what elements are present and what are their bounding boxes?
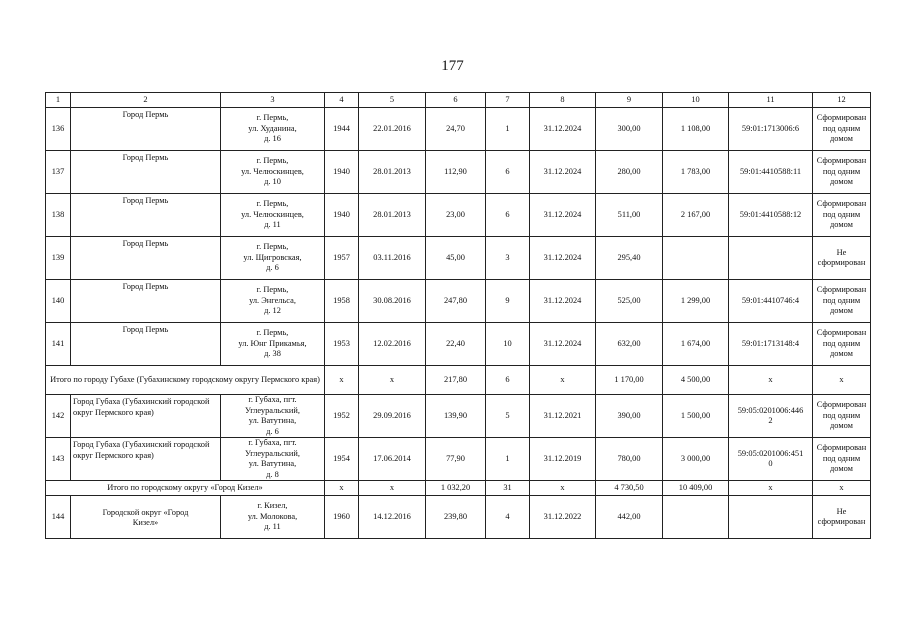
table-cell: 112,90 (426, 151, 486, 194)
column-header-9: 9 (596, 93, 663, 108)
table-cell: г. Пермь, ул. Челюскинцев, д. 11 (221, 194, 325, 237)
table-cell: 142 (46, 395, 71, 438)
column-header-1: 1 (46, 93, 71, 108)
table-cell: Сформирован под одним домом (813, 323, 871, 366)
table-cell: 1958 (325, 280, 359, 323)
page-number: 177 (441, 58, 464, 74)
table-cell: 3 000,00 (663, 438, 729, 481)
table-cell: Город Пермь (71, 194, 221, 237)
table-cell: 3 (486, 237, 530, 280)
table-cell: 59:01:4410588:11 (729, 151, 813, 194)
table-cell: 138 (46, 194, 71, 237)
column-header-8: 8 (530, 93, 596, 108)
table-row (46, 108, 871, 151)
table-cell: 31.12.2024 (530, 151, 596, 194)
table-cell: 1 032,20 (426, 481, 486, 496)
table-cell: 31.12.2024 (530, 194, 596, 237)
table-cell: 139,90 (426, 395, 486, 438)
table-cell: 4 500,00 (663, 366, 729, 395)
table-cell: x (729, 481, 813, 496)
table-cell: Городской округ «Город Кизел» (71, 496, 221, 539)
table-cell: 77,90 (426, 438, 486, 481)
table-cell: 29.09.2016 (359, 395, 426, 438)
table-cell: 31 (486, 481, 530, 496)
table-cell: 239,80 (426, 496, 486, 539)
table-row (46, 438, 871, 481)
table-cell: 780,00 (596, 438, 663, 481)
table-cell: 03.11.2016 (359, 237, 426, 280)
column-header-6: 6 (426, 93, 486, 108)
table-cell: Не сформирован (813, 496, 871, 539)
table-cell: 217,80 (426, 366, 486, 395)
table-row (46, 323, 871, 366)
table-cell: 137 (46, 151, 71, 194)
table-cell: 295,40 (596, 237, 663, 280)
column-header-11: 11 (729, 93, 813, 108)
column-header-10: 10 (663, 93, 729, 108)
total-row (46, 481, 871, 496)
table-cell: Сформирован под одним домом (813, 108, 871, 151)
table-cell: 511,00 (596, 194, 663, 237)
table-cell: 10 409,00 (663, 481, 729, 496)
table-cell (663, 496, 729, 539)
table-cell: 6 (486, 151, 530, 194)
table-cell: 1 674,00 (663, 323, 729, 366)
table-row (46, 395, 871, 438)
total-label: Итого по городскому округу «Город Кизел» (46, 481, 325, 496)
table-cell: г. Пермь, ул. Юнг Прикамья, д. 38 (221, 323, 325, 366)
table-cell: x (359, 481, 426, 496)
table-cell: 525,00 (596, 280, 663, 323)
column-header-3: 3 (221, 93, 325, 108)
table-cell: Сформирован под одним домом (813, 395, 871, 438)
column-header-2: 2 (71, 93, 221, 108)
table-cell: x (813, 481, 871, 496)
column-header-5: 5 (359, 93, 426, 108)
table-cell: 1940 (325, 194, 359, 237)
table-cell: 59:01:1713006:6 (729, 108, 813, 151)
table-cell: Сформирован под одним домом (813, 280, 871, 323)
table-cell: 30.08.2016 (359, 280, 426, 323)
table-cell: Город Губаха (Губахинский городской округ Пермского края) (71, 395, 221, 438)
table-cell: 1940 (325, 151, 359, 194)
table-cell: 31.12.2024 (530, 323, 596, 366)
table-cell: 31.12.2024 (530, 280, 596, 323)
table-cell: 390,00 (596, 395, 663, 438)
table-cell: 12.02.2016 (359, 323, 426, 366)
table-cell: x (813, 366, 871, 395)
total-label: Итого по городу Губахе (Губахинскому городскому округу Пермского края) (46, 366, 325, 395)
column-header-4: 4 (325, 93, 359, 108)
table-cell: x (359, 366, 426, 395)
table-cell: 5 (486, 395, 530, 438)
table-cell: Город Пермь (71, 237, 221, 280)
table-cell: г. Пермь, ул. Щигровская, д. 6 (221, 237, 325, 280)
table-cell: 23,00 (426, 194, 486, 237)
table-cell: 6 (486, 194, 530, 237)
table-cell: 442,00 (596, 496, 663, 539)
table-cell: 143 (46, 438, 71, 481)
table-cell: Сформирован под одним домом (813, 438, 871, 481)
column-header-7: 7 (486, 93, 530, 108)
table-cell: 59:01:1713148:4 (729, 323, 813, 366)
table-cell: Город Губаха (Губахинский городской округ Пермского края) (71, 438, 221, 481)
table-cell: Город Пермь (71, 323, 221, 366)
table-cell: 1953 (325, 323, 359, 366)
table-cell: 1 500,00 (663, 395, 729, 438)
total-row (46, 366, 871, 395)
table-cell: 247,80 (426, 280, 486, 323)
table-cell: 280,00 (596, 151, 663, 194)
table-cell: 632,00 (596, 323, 663, 366)
table-cell: x (325, 366, 359, 395)
table-cell: 59:05:0201006:451 0 (729, 438, 813, 481)
table-cell: 31.12.2024 (530, 108, 596, 151)
table-cell: 1960 (325, 496, 359, 539)
table-cell: 4 730,50 (596, 481, 663, 496)
table-cell: 1 (486, 108, 530, 151)
table-cell: 141 (46, 323, 71, 366)
table-cell (729, 496, 813, 539)
table-cell: 59:01:4410746:4 (729, 280, 813, 323)
table-cell: Сформирован под одним домом (813, 151, 871, 194)
table-cell: 1 170,00 (596, 366, 663, 395)
table-cell: x (530, 366, 596, 395)
table-cell: 1944 (325, 108, 359, 151)
table-cell: г. Губаха, пгт. Углеуральский, ул. Ватутина, д. 8 (221, 438, 325, 481)
table-cell: 45,00 (426, 237, 486, 280)
table-cell: 9 (486, 280, 530, 323)
table-cell (663, 237, 729, 280)
table-cell: 31.12.2024 (530, 237, 596, 280)
table-cell: 31.12.2022 (530, 496, 596, 539)
table-cell: Не сформирован (813, 237, 871, 280)
table-cell: Город Пермь (71, 280, 221, 323)
table-cell: 22.01.2016 (359, 108, 426, 151)
table-cell: г. Пермь, ул. Энгельса, д. 12 (221, 280, 325, 323)
table-cell: 1 108,00 (663, 108, 729, 151)
table-cell: 14.12.2016 (359, 496, 426, 539)
table-cell: 31.12.2021 (530, 395, 596, 438)
table-row (46, 237, 871, 280)
table-cell: 10 (486, 323, 530, 366)
table-cell: 17.06.2014 (359, 438, 426, 481)
table-cell: г. Пермь, ул. Челюскинцев, д. 10 (221, 151, 325, 194)
table-row (46, 194, 871, 237)
table-cell: 139 (46, 237, 71, 280)
table-row (46, 151, 871, 194)
table-cell: 1952 (325, 395, 359, 438)
table-cell: 140 (46, 280, 71, 323)
table-cell: Город Пермь (71, 151, 221, 194)
table-cell (729, 237, 813, 280)
table-cell: г. Губаха, пгт. Углеуральский, ул. Ватутина, д. 6 (221, 395, 325, 438)
table-cell: г. Пермь, ул. Худанина, д. 16 (221, 108, 325, 151)
table-cell: x (325, 481, 359, 496)
table-cell: 59:05:0201006:446 2 (729, 395, 813, 438)
table-row (46, 496, 871, 539)
table-cell: 136 (46, 108, 71, 151)
table-cell: 1 783,00 (663, 151, 729, 194)
table-cell: Сформирован под одним домом (813, 194, 871, 237)
header-row (46, 93, 871, 108)
register-table (45, 92, 871, 539)
table-cell: 1 (486, 438, 530, 481)
table-cell: 4 (486, 496, 530, 539)
table-cell: 2 167,00 (663, 194, 729, 237)
table-cell: 144 (46, 496, 71, 539)
table-cell: 300,00 (596, 108, 663, 151)
table-cell: 6 (486, 366, 530, 395)
table-cell: Город Пермь (71, 108, 221, 151)
table-cell: 31.12.2019 (530, 438, 596, 481)
table-cell: 22,40 (426, 323, 486, 366)
table-cell: 28.01.2013 (359, 151, 426, 194)
table-cell: 59:01:4410588:12 (729, 194, 813, 237)
table-row (46, 280, 871, 323)
table-cell: 1957 (325, 237, 359, 280)
table-cell: г. Кизел, ул. Молокова, д. 11 (221, 496, 325, 539)
table-cell: 1 299,00 (663, 280, 729, 323)
table-cell: 28.01.2013 (359, 194, 426, 237)
table-cell: 24,70 (426, 108, 486, 151)
column-header-12: 12 (813, 93, 871, 108)
table-cell: x (729, 366, 813, 395)
table-cell: 1954 (325, 438, 359, 481)
table-cell: x (530, 481, 596, 496)
